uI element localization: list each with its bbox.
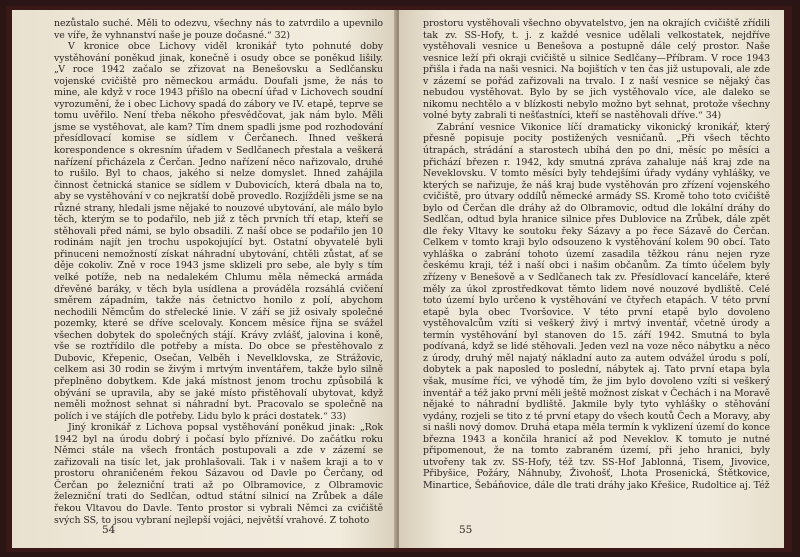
left-page-text xyxy=(54,18,383,526)
book-spread xyxy=(6,6,792,552)
right-page-number: 55 xyxy=(459,524,473,536)
right-page-text xyxy=(423,18,770,508)
left-page-number: 54 xyxy=(102,524,116,536)
right-paragraph-2: Zabrání vesnice Vikonice líčí dramaticky vikonický kronikář, který přesně popisuje pocity postižených vesničanů. „Při všech těchto útrapách, strádání a starostech ubíhá den po dni, měsíc po měsíci a přichází březen r. 1942, kdy smutná zpráva zahaluje náš kraj zde na Neveklovsku. V tomto měsíci byly tehdejšími úřady vydány vyhlášky, ve kterých se nařizuje, že náš kraj bude vystěhován pro zřízení vojenského cvičiště, pro útvary oddílů německé armády SS. Kromě toho toto cvičiště bylo od Čerčan dle dráhy až do Olbramovic, odtud dle lokální dráhy do Sedlčan, odtud byla hranice silnice přes Dublovice na Zrůbek, dále zpět dle řeky Vltavy ke soutoku řeky Sázavy a po řece Sázavě do Čerčan. Celkem v tomto kraji bylo odsouzeno k vystěhování kolem 90 obcí. Tato vyhláška o zabrání tohoto území zasadila těžkou ránu nejen ryze českému kraji, též i naší obci i našim občanům. Za tímto účelem byly zřízeny v Benešově a v Sedlčanech tak zv. Přesídlovací kanceláře, které měly za úkol zprostředkovat těmto lidem nové nouzové bydliště. Celé toto území bylo určeno k vystěhování ve čtyřech etapách. V této první etapě byla obec Tvoršovice. V této první etapě bylo dovoleno vystěhovalcům vzíti si veškerý živý i mrtvý inventář, včetně úrody a termín vystěhování byl stanoven do 15. září 1942. Smutná to byla podívaná, když se lidé stěhovali. Jeden vezl na voze něco nábytku a něco z úrody, druhý měl najatý nákladní auto za autem odvážel úrodu s polí, dobytek a pak naposled to poslední, nábytek aj. Tato první etapa byla však, musíme říci, ve výhodě tím, že jim bylo dovoleno vzíti si veškerý inventář a též jako první měli ještě možnost získat v Čechách i na Moravě nějaké to náhradní bydliště. Jakmile byly tyto vyhlášky o stěhování vydány, rozjeli se tito z té první etapy do všech koutů Čech a Moravy, aby si našli nový domov. Druhá etapa měla termín k vyklizení území do konce března 1943 a končila hranicí až pod Neveklov. K tomuto je nutné připomenout, že na tomto zabraném území, při jeho hranici, byly utvořeny tak zv. SS-Hofy, též tzv. SS-Hof Jablonná, Tisem, Jivovice, Přibyšice, Požáry, Náhnuby, Živohošť, Lhota Prosenická, Štětkovice, Minartice, Šebáňovice, dále dle trati dráhy jako Křešice, Rudoltice aj. Též xyxy=(423,121,770,491)
left-page xyxy=(12,10,397,548)
left-paragraph-2: V kronice obce Lichovy viděl kronikář tyto pohnuté doby vystěhování poněkud jinak, konečně i osudy obce se poněkud lišily. „V roce 1942 začalo se zřizovat na Benešovsku a Sedlčansku vojenské cvičiště pro německou armádu. Doufali jsme, že nás to mine, ale když v roce 1943 přišlo na obecní úřad v Lichovech soudní vyrozumění, že i obec Lichovy spadá do zábory ve IV. etapě, teprve se tomu uvěřilo. Není třeba někoho přesvědčovat, jak nám bylo. Měli jsme se vystěhovat, ale kam? Tím dnem spadli jsme pod rozhodování přesídlovací komise se sídlem v Čerčanech. Ihned veškerá korespondence s okresním úřadem v Sedlčanech přestala a veškerá nařízení přicházela z Čerčan. Jedno nařízení něco nařizovalo, druhé to rušilo. Byl to chaos, jakého si nelze domyslet. Ihned zahájila činnost četnická stanice se sídlem v Dubovicích, která dbala na to, aby se vystěhování v co nejkratší době provedlo. Rozjížděli jsme se na různé strany, hledali jsme nějaké to nouzové ubytování, ale málo bylo těch, kterým se to podařilo, neb již z těch prvních tří etap, kteří se stěhovali před námi, se bylo obsadili. Z naší obce se podařilo jen 10 rodinám najít jen trochu uspokojující byt. Ostatní obyvatelé byli přinuceni nemožností získat náhradní ubytování, chtěli zůstat, ať se děje cokoliv. Zně v roce 1943 jsme sklizeli pro sebe, ale byly s tím velké potíže, neb na nedalekém Chlumu měla německá armáda dřevěné baráky, v těch byla usídlena a prováděla rozsáhlá cvičení směrem západním, takže nás četnictvo honilo z polí, abychom nechodili Němcům do střelecké linie. V září se již osivaly společné pozemky, které se dříve scelovaly. Koncem měsíce října se svážel všechen dobytek do společných stájí. Krávy zvlášť, jalovina i koně, vše se roztřídilo dle potřeby a místa. Do obce se přestěhovalo z Dubovic, Křepenic, Osečan, Velběh i Nevelklovska, ze Strážovic, celkem asi 30 rodin se živým i mrtvým inventářem, takže bylo silně přeplněno dobytkem. Kde jaká místnost jenom trochu způsobilá k obývání se upravila, aby se jaké místo přistěhovalí ubytovat, když neměli možnost sehnat si náhradní byt. Pracovalo se společně na polích i ve stájích dle potřeby. Lidu bylo k práci dostatek.“ 33) xyxy=(54,41,383,422)
left-paragraph-3: Jiný kronikář z Lichova popsal vystěhování poněkud jinak: „Rok 1942 byl na úrodu dobrý i počasí bylo příznivé. Do začátku roku Němci stále na všech frontách postupovali a zde v zázemí se zařizovali na tisíc let, jak prohlašovali. Tak i v našem kraji a to v prostoru ohraničeném řekou Sázavou od Davle po Čerčany, od Čerčan po železniční trati až po Olbramovice, z Olbramovic železniční trati do Sedlčan, odtud státní silnicí na Zrůbek a dále řekou Vltavou do Davle. Tento prostor si vybrali Němci za cvičiště svých SS, to jsou vybraní nejlepší vojáci, největší vrahové. Z tohoto xyxy=(54,422,383,526)
left-paragraph-1: nezůstalo suché. Měli to odezvu, všechny nás to zatvrdilo a upevnilo ve víře, že vyhnanství naše je pouze dočasné.“ 32) xyxy=(54,18,383,41)
right-page xyxy=(399,10,784,548)
right-paragraph-1: prostoru vystěhovali všechno obyvatelstvo, jen na okrajích cvičiště zřídili tak zv. SS-Hofy, t. j. z každé vesnice udělali velkostatek, nejdříve vystěhovali vesnice u Benešova a postupně dále celý prostor. Naše vesnice leží při okraji cvičiště u silnice Sedlčany—Příbram. V roce 1943 přišla i řada na naši vesnici. Na bojištích v ten čas již ustupovali, ale zde v zázemí se pořád zařizovali na trvalo. I z naší vesnice se nějaký čas nebudou vystěhovat. Bylo by se jich vystěhovalo více, ale daleko se nikomu nechtělo a v blízkosti nebylo možno byt sehnat, protože všechny volné byty zabrali ti nešťastníci, kteří se nastěhovali dříve.“ 34) xyxy=(423,18,770,122)
